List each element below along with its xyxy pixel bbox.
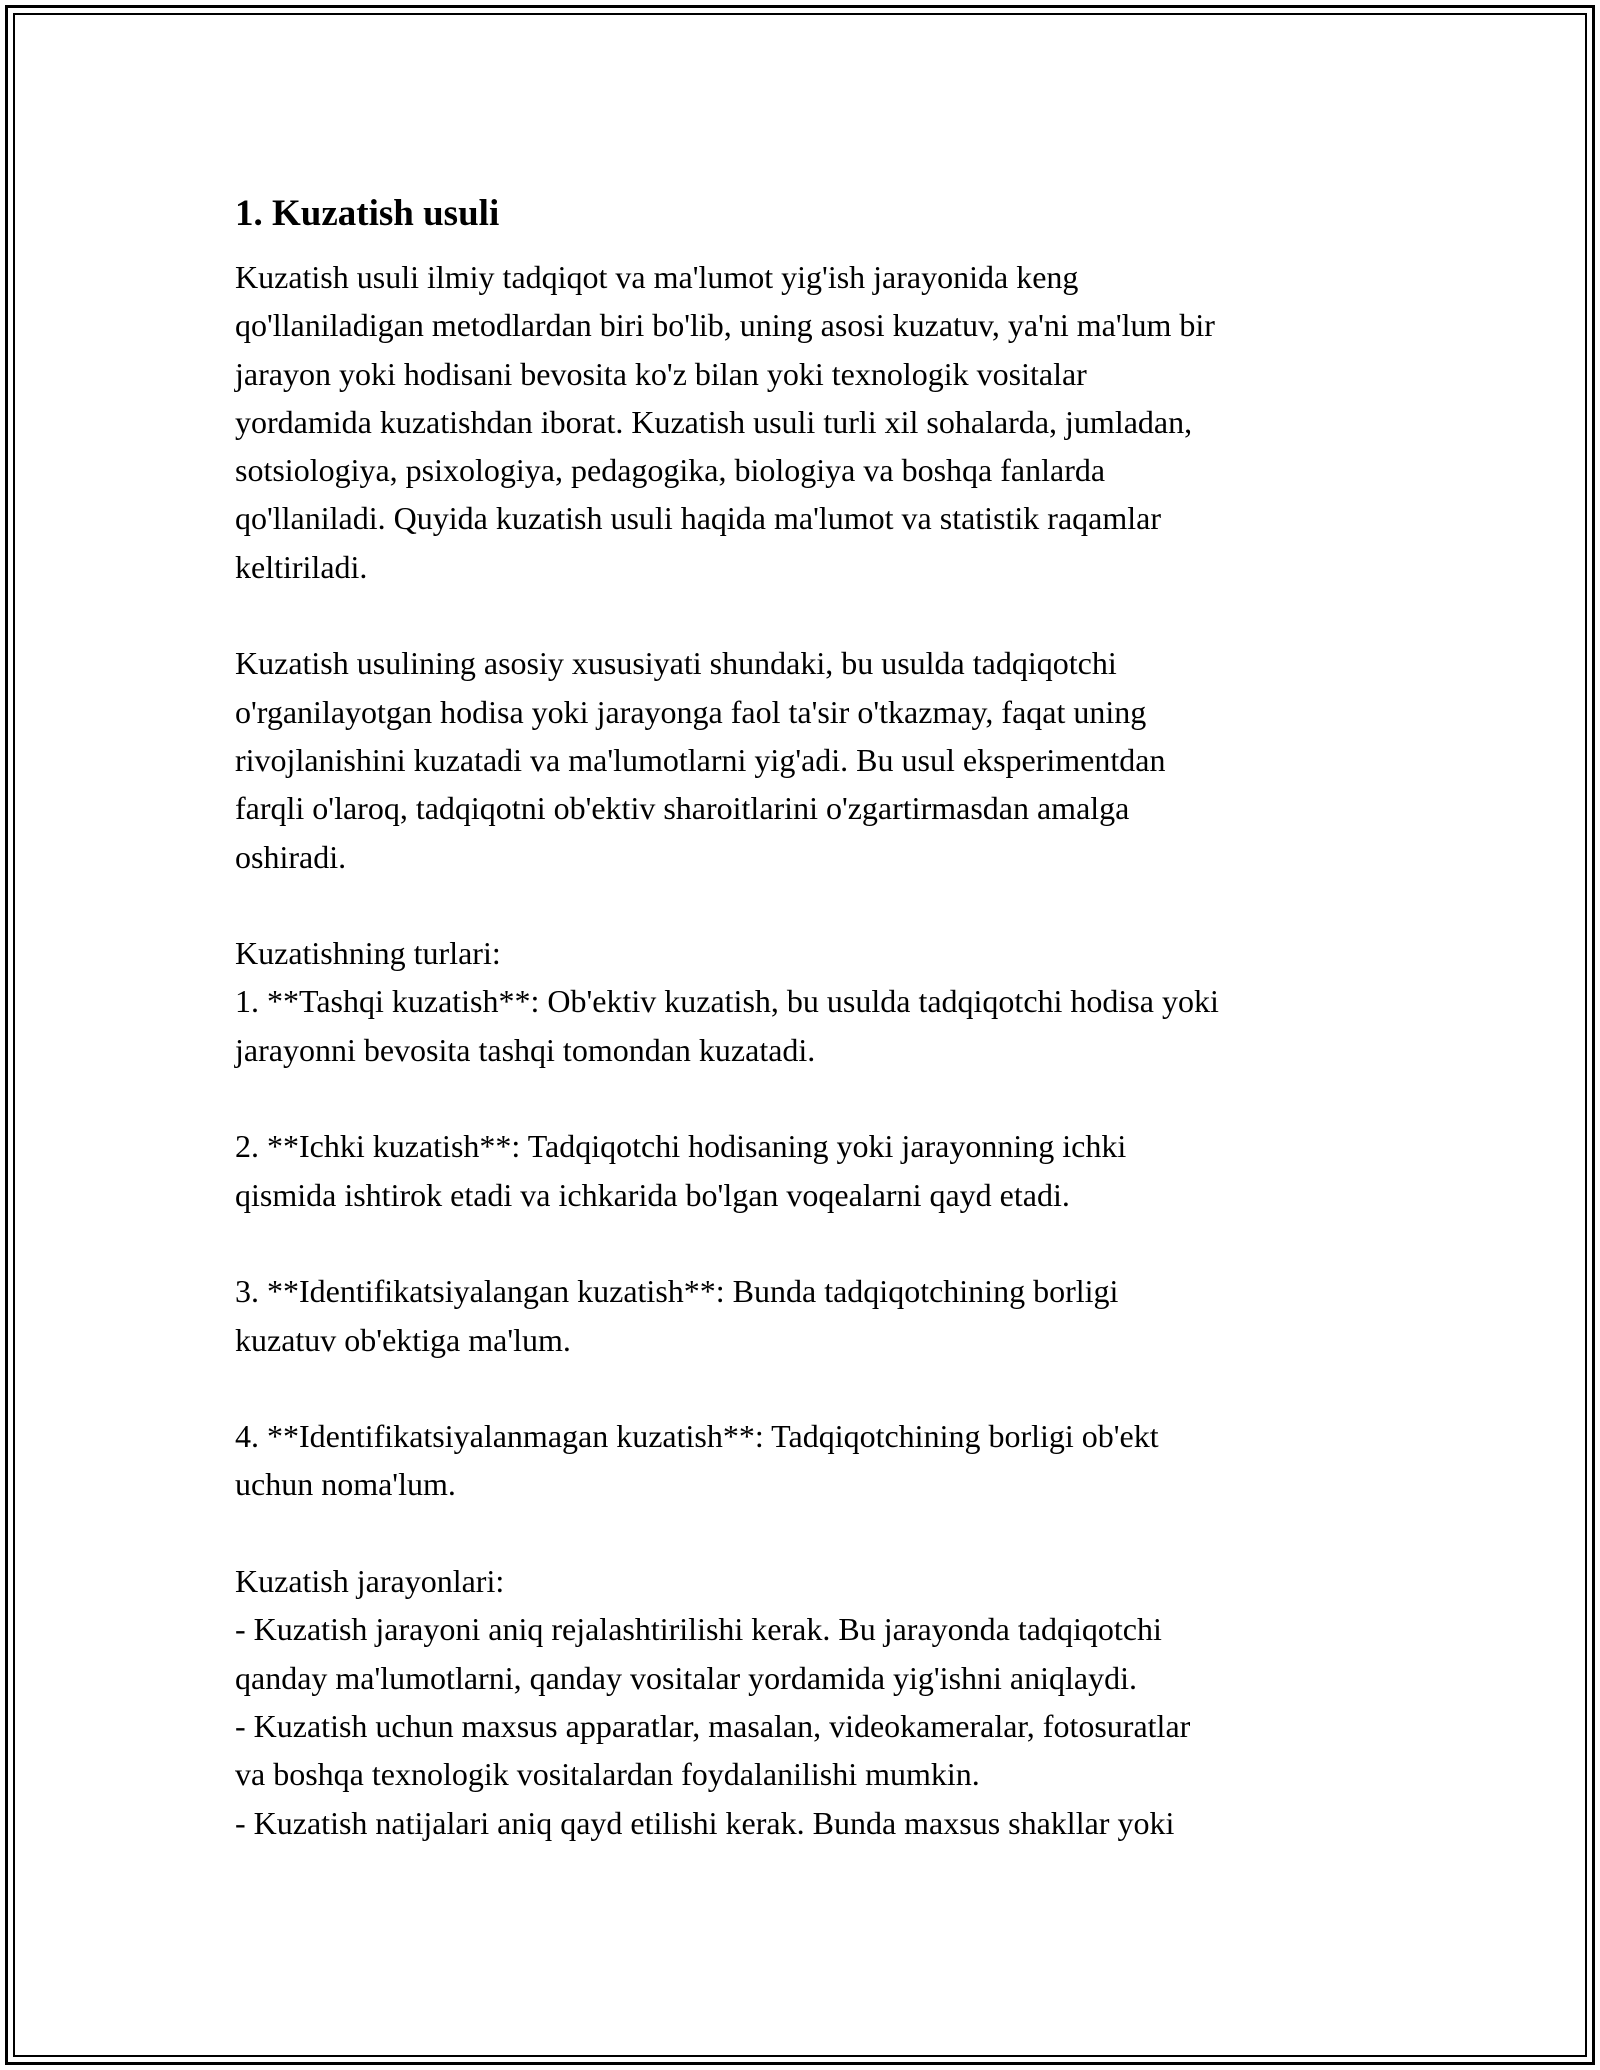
intro-paragraph: Kuzatish usuli ilmiy tadqiqot va ma'lumot yig'ish jarayonida keng qo'llaniladigan metodlardan biri bo'lib, uning asosi kuzatuv, ya'ni ma'lum bir jarayon yoki hodisani bevosita ko'z bilan yoki texnologik vositalar yordamida kuzatishdan iborat. Kuzatish usuli turli xil sohalarda, jumladan, sotsiologiya, psixologiya, pedagogika, biologiya va boshqa fanlarda qo'llaniladi. Quyida kuzatish usuli haqida ma'lumot va statistik raqamlar keltiriladi. [235,259,1215,585]
paragraph-gap [235,1219,1375,1267]
types-list-item-3: 3. **Identifikatsiyalangan kuzatish**: Bunda tadqiqotchining borligi kuzatuv ob'ektiga ma'lum. [235,1273,1119,1358]
document-body [235,186,1375,1847]
types-list-item-1: Kuzatishning turlari: 1. **Tashqi kuzatish**: Ob'ektiv kuzatish, bu usulda tadqiqotchi hodisa yoki jarayonni bevosita tashqi tomondan kuzatadi. [235,935,1219,1068]
features-paragraph: Kuzatish usulining asosiy xususiyati shundaki, bu usulda tadqiqotchi o'rganilayotgan hodisa yoki jarayonga faol ta'sir o'tkazmay, faqat uning rivojlanishini kuzatadi va ma'lumotlarni yig'adi. Bu usul eksperimentdan farqli o'laroq, tadqiqotni ob'ektiv sharoitlarini o'zgartirmasdan amalga oshiradi. [235,645,1166,875]
types-list-item-4: 4. **Identifikatsiyalanmagan kuzatish**: Tadqiqotchining borligi ob'ekt uchun noma'lum. [235,1418,1159,1503]
types-list-item-2: 2. **Ichki kuzatish**: Tadqiqotchi hodisaning yoki jarayonning ichki qismida ishtirok etadi va ichkarida bo'lgan voqealarni qayd etadi. [235,1128,1127,1213]
paragraph-gap [235,1074,1375,1122]
paragraph-gap [235,1509,1375,1557]
paragraph-gap [235,881,1375,929]
section-heading: 1. Kuzatish usuli [235,193,500,234]
paragraph-gap [235,591,1375,639]
paragraph-gap [235,1364,1375,1412]
process-list: Kuzatish jarayonlari: - Kuzatish jarayoni aniq rejalashtirilishi kerak. Bu jarayonda tadqiqotchi qanday ma'lumotlarni, qanday vositalar yordamida yig'ishni aniqlaydi. - Kuzatish uchun maxsus apparatlar, masalan, videokameralar, fotosuratlar va boshqa texnologik vositalardan foydalanilishi mumkin. - Kuzatish natijalari aniq qayd etilishi kerak. Bunda maxsus shakllar yoki [235,1563,1191,1841]
